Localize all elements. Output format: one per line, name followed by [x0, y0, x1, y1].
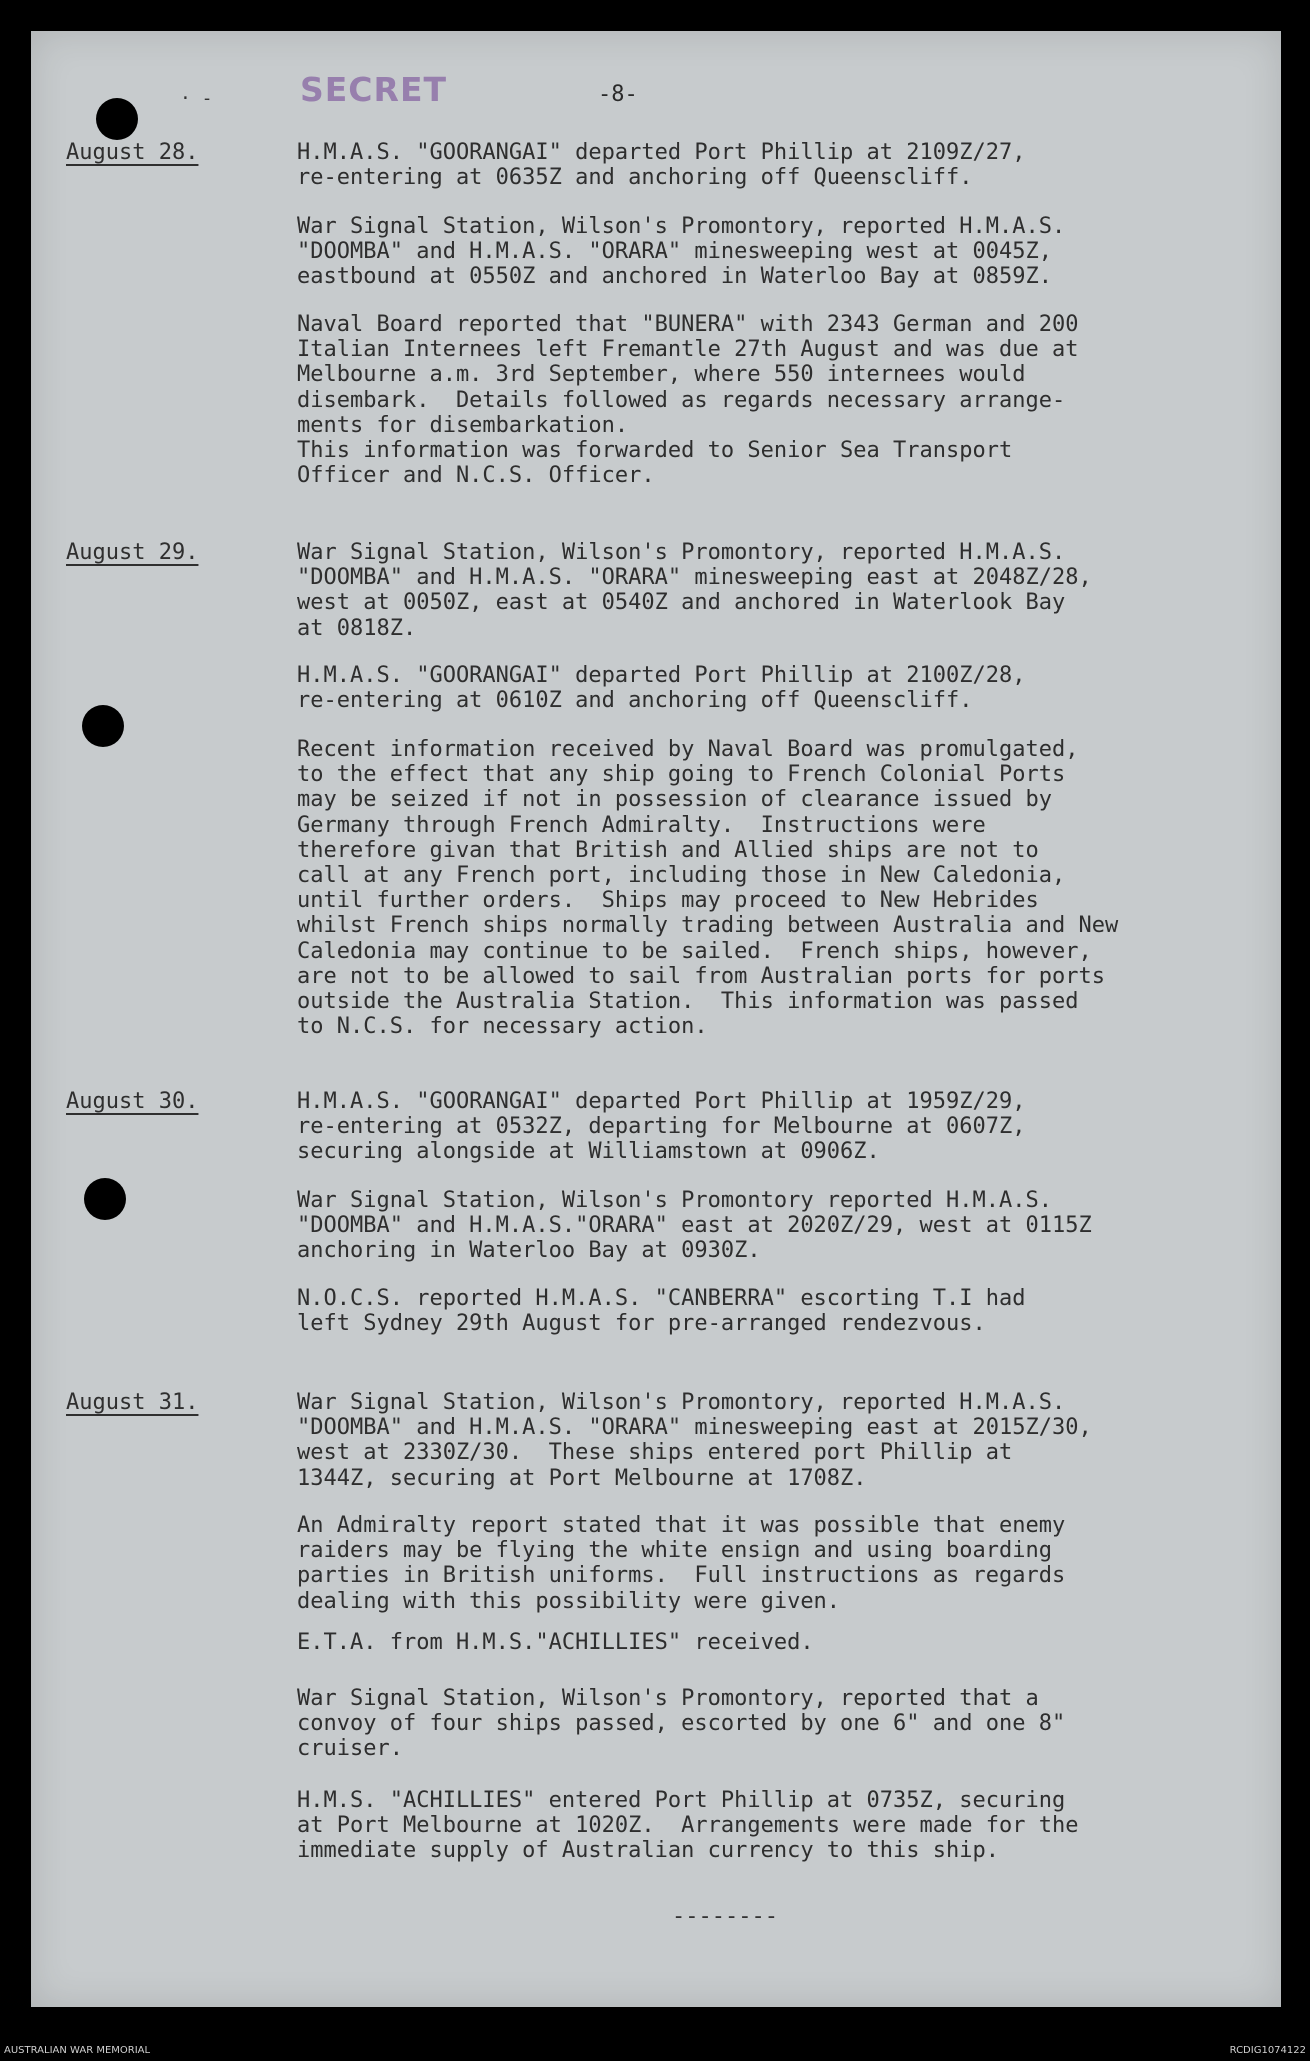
- entry-date-august-31: August 31.: [66, 1390, 199, 1415]
- entry-paragraph: Recent information received by Naval Board was promulgated, to the effect that any ship going to French Colonial Ports may be seized if not in possession of clearance issued by Germany through French Admiralty. Instructions were therefore givan that British and Allied ships are not to call at any French port, including those in New Caledonia, until further orders. Ships may proceed to New Hebrides whilst French ships normally trading between Australia and New Caledonia may continue to be sailed. French ships, however, are not to be allowed to sail from Australian ports for ports outside the Australia Station. This information was passed to N.C.S. for necessary action.: [297, 737, 1119, 1040]
- entry-paragraph: H.M.S. "ACHILLIES" entered Port Phillip at 0735Z, securing at Port Melbourne at 1020Z. Arrangements were made for the immediate supply of Australian currency to this ship.: [297, 1788, 1079, 1864]
- entry-paragraph: War Signal Station, Wilson's Promontory, reported H.M.A.S. "DOOMBA" and H.M.A.S. "ORARA" minesweeping west at 0045Z, eastbound at 0550Z and anchored in Waterloo Bay at 0859Z.: [297, 214, 1066, 290]
- end-of-page-rule: --------: [672, 1904, 778, 1929]
- entry-paragraph: H.M.A.S. "GOORANGAI" departed Port Phillip at 2100Z/28, re-entering at 0610Z and anchoring off Queenscliff.: [297, 663, 1026, 714]
- secret-stamp: SECRET: [300, 70, 447, 109]
- entry-paragraph: H.M.A.S. "GOORANGAI" departed Port Phillip at 1959Z/29, re-entering at 0532Z, departing for Melbourne at 0607Z, securing alongside at Williamstown at 0906Z.: [297, 1089, 1026, 1165]
- punch-hole-middle: [82, 705, 124, 747]
- entry-paragraph: N.O.C.S. reported H.M.A.S. "CANBERRA" escorting T.I had left Sydney 29th August for pre-arranged rendezvous.: [297, 1286, 1026, 1337]
- entry-paragraph: An Admiralty report stated that it was possible that enemy raiders may be flying the white ensign and using boarding parties in British uniforms. Full instructions as regards dealing with this possibility were given.: [297, 1513, 1066, 1614]
- entry-paragraph: War Signal Station, Wilson's Promontory, reported H.M.A.S. "DOOMBA" and H.M.A.S. "ORARA" minesweeping east at 2015Z/30, west at 2330Z/30. These ships entered port Phillip at 1344Z, securing at Port Melbourne at 1708Z.: [297, 1390, 1092, 1491]
- page-specks: · -: [180, 88, 213, 109]
- entry-paragraph: Naval Board reported that "BUNERA" with 2343 German and 200 Italian Internees left Fremantle 27th August and was due at Melbourne a.m. 3rd September, where 550 internees would disembark. Details followed as regards necessary arrange- ments for disembarkation. This information was forwarded to Senior Sea Transport Officer and N.C.S. Officer.: [297, 312, 1079, 489]
- entry-paragraph: War Signal Station, Wilson's Promontory, reported that a convoy of four ships passed, escorted by one 6" and one 8" cruiser.: [297, 1686, 1066, 1762]
- footer-record-id: RCDIG1074122: [1229, 2045, 1306, 2056]
- entry-paragraph: E.T.A. from H.M.S."ACHILLIES" received.: [297, 1630, 814, 1655]
- entry-paragraph: War Signal Station, Wilson's Promontory reported H.M.A.S. "DOOMBA" and H.M.A.S."ORARA" east at 2020Z/29, west at 0115Z anchoring in Waterloo Bay at 0930Z.: [297, 1188, 1092, 1264]
- entry-paragraph: War Signal Station, Wilson's Promontory, reported H.M.A.S. "DOOMBA" and H.M.A.S. "ORARA" minesweeping east at 2048Z/28, west at 0050Z, east at 0540Z and anchored in Waterlook Bay at 0818Z.: [297, 540, 1092, 641]
- entry-date-august-29: August 29.: [66, 540, 199, 565]
- entry-paragraph: H.M.A.S. "GOORANGAI" departed Port Phillip at 2109Z/27, re-entering at 0635Z and anchoring off Queenscliff.: [297, 140, 1026, 191]
- entry-date-august-30: August 30.: [66, 1089, 199, 1114]
- page-number: -8-: [598, 82, 638, 107]
- entry-date-august-28: August 28.: [66, 140, 199, 165]
- punch-hole-top: [96, 98, 138, 140]
- punch-hole-lower: [84, 1178, 126, 1220]
- footer-archive-name: AUSTRALIAN WAR MEMORIAL: [4, 2045, 151, 2056]
